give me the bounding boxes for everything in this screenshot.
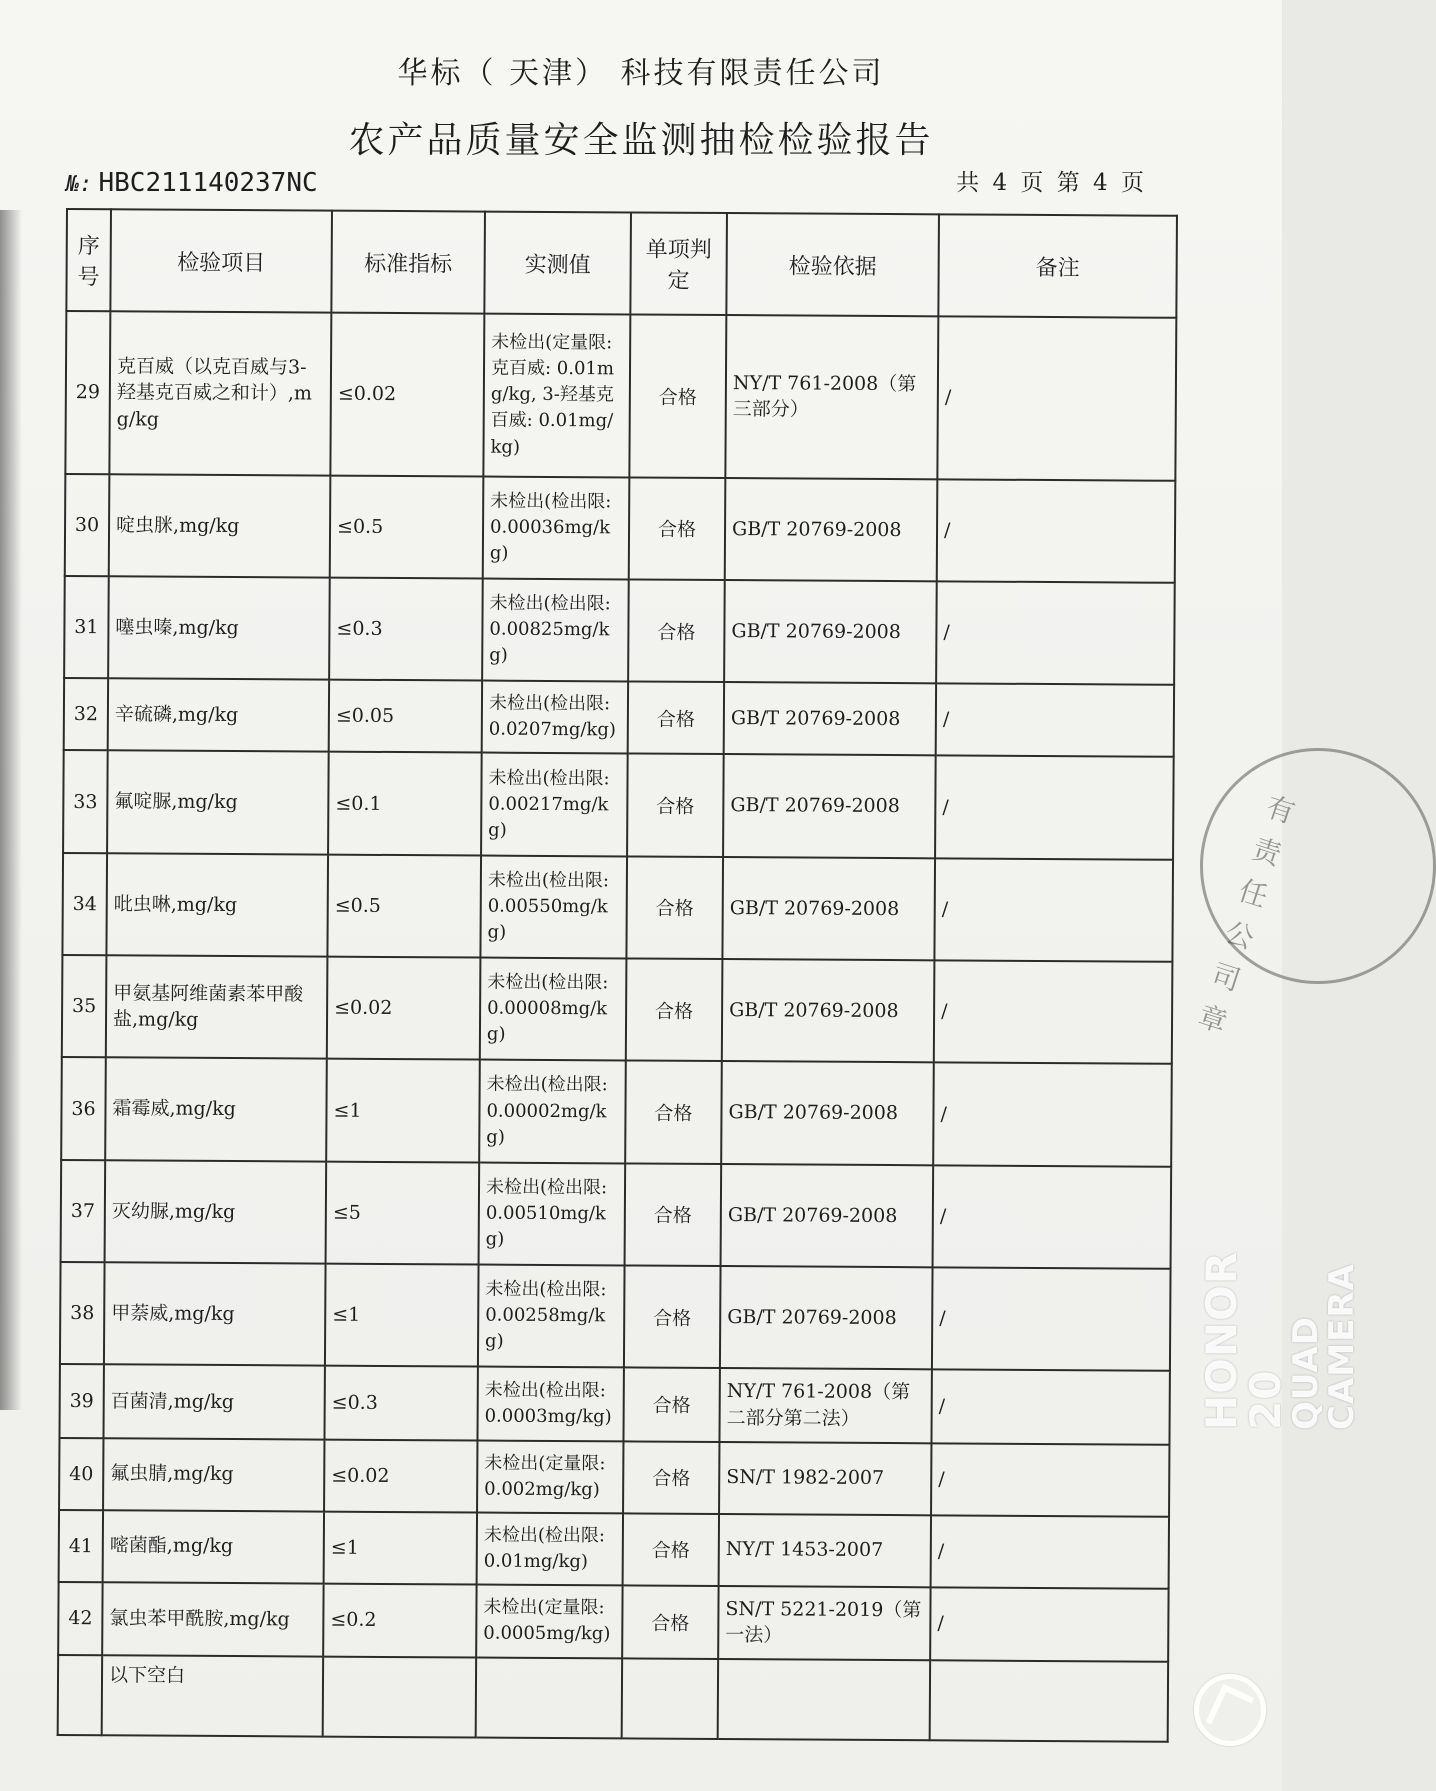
row-seq: 42 [58, 1582, 102, 1656]
row-seq: 39 [59, 1364, 103, 1437]
row-remark: / [930, 1587, 1168, 1662]
camera-watermark [1197, 1250, 1362, 1430]
table-row [61, 1160, 1172, 1269]
row-standard: ≤1 [326, 1059, 480, 1162]
row-item: 啶虫脒,mg/kg [109, 474, 331, 578]
row-item: 灭幼脲,mg/kg [105, 1160, 327, 1264]
row-basis: SN/T 1982-2007 [719, 1442, 931, 1515]
row-item: 吡虫啉,mg/kg [106, 853, 328, 957]
row-seq: 40 [59, 1438, 103, 1510]
row-judgement: 合格 [623, 1513, 719, 1586]
table-row [63, 750, 1174, 859]
row-item: 百菌清,mg/kg [103, 1365, 324, 1440]
page-info: 共 4 页 第 4 页 [956, 170, 1147, 196]
row-item: 嘧菌酯,mg/kg [103, 1510, 324, 1583]
row-measured: 未检出(检出限: 0.00217mg/kg) [481, 753, 628, 856]
row-remark: / [933, 1165, 1172, 1269]
table-row [65, 311, 1176, 481]
table-row [64, 678, 1174, 757]
row-item: 氟啶脲,mg/kg [107, 751, 329, 855]
table-row [59, 1364, 1169, 1444]
table-row [65, 474, 1176, 583]
row-standard: ≤0.1 [328, 752, 482, 855]
blank-cell [476, 1658, 622, 1739]
row-standard: ≤0.02 [324, 1439, 477, 1512]
row-seq: 38 [60, 1262, 105, 1365]
row-remark: / [934, 960, 1173, 1064]
row-standard: ≤0.3 [324, 1366, 477, 1440]
row-basis: GB/T 20769-2008 [724, 580, 937, 684]
row-basis: GB/T 20769-2008 [722, 959, 935, 1063]
row-remark: / [934, 858, 1173, 962]
row-standard: ≤0.2 [323, 1583, 476, 1657]
row-judgement: 合格 [625, 1163, 722, 1266]
table-body [58, 311, 1177, 1742]
row-item: 甲氨基阿维菌素苯甲酸盐,mg/kg [106, 955, 328, 1059]
row-measured: 未检出(检出限: 0.00008mg/kg) [480, 958, 627, 1061]
row-item: 克百威（以克百威与3-羟基克百威之和计）,mg/kg [109, 311, 331, 475]
row-basis: GB/T 20769-2008 [725, 478, 938, 582]
table-row [59, 1438, 1169, 1517]
table-row [59, 1510, 1169, 1589]
row-remark: / [937, 316, 1176, 480]
row-judgement: 合格 [628, 682, 724, 755]
row-seq: 31 [64, 576, 109, 679]
row-remark: / [936, 581, 1175, 685]
col-header-judgement: 单项判定 [630, 212, 727, 315]
row-measured: 未检出(检出限: 0.0003mg/kg) [477, 1367, 623, 1441]
row-judgement: 合格 [624, 1265, 721, 1368]
row-standard: ≤1 [324, 1511, 477, 1584]
row-judgement: 合格 [622, 1585, 718, 1659]
row-basis: GB/T 20769-2008 [721, 1164, 934, 1268]
row-measured: 未检出(检出限: 0.00036mg/kg) [483, 476, 630, 579]
row-measured: 未检出(定量限: 0.002mg/kg) [477, 1440, 623, 1513]
row-standard: ≤0.3 [329, 578, 483, 681]
row-seq: 34 [62, 853, 107, 956]
row-basis: GB/T 20769-2008 [720, 1266, 933, 1370]
row-remark: / [931, 1443, 1169, 1517]
row-measured: 未检出(检出限: 0.00002mg/kg) [479, 1060, 626, 1163]
row-seq: 30 [65, 474, 110, 577]
row-basis: SN/T 5221-2019（第一法） [718, 1586, 930, 1661]
row-seq: 36 [61, 1057, 106, 1160]
row-seq: 35 [62, 955, 107, 1058]
row-item: 噻虫嗪,mg/kg [108, 576, 330, 680]
table-row [58, 1582, 1168, 1662]
row-measured: 未检出(定量限: 克百威: 0.01mg/kg, 3-羟基克百威: 0.01mg/kg) [483, 314, 630, 478]
row-judgement: 合格 [628, 580, 725, 683]
row-standard: ≤0.5 [327, 854, 481, 957]
row-basis: NY/T 1453-2007 [719, 1514, 931, 1587]
row-judgement: 合格 [627, 754, 724, 857]
blank-cell [930, 1660, 1168, 1741]
table-row [64, 576, 1175, 685]
table-row [60, 1262, 1171, 1371]
row-basis: NY/T 761-2008（第二部分第二法） [719, 1368, 931, 1443]
col-header-measured: 实测值 [484, 212, 631, 315]
row-seq: 33 [63, 750, 108, 853]
row-measured: 未检出(检出限: 0.00825mg/kg) [482, 579, 629, 682]
report-title: 农产品质量安全监测抽检检验报告 [348, 120, 934, 161]
row-standard: ≤0.02 [330, 313, 484, 477]
blank-cell [622, 1658, 718, 1739]
row-judgement: 合格 [626, 959, 723, 1062]
row-item: 氟虫腈,mg/kg [103, 1438, 324, 1511]
row-item: 辛硫磷,mg/kg [108, 679, 329, 752]
row-item: 氯虫苯甲酰胺,mg/kg [102, 1582, 323, 1657]
col-header-seq: 序号 [66, 209, 111, 311]
watermark-model: HONOR 20 [1197, 1250, 1290, 1430]
row-judgement: 合格 [623, 1441, 719, 1514]
row-remark: / [931, 1370, 1169, 1445]
row-basis: GB/T 20769-2008 [723, 755, 936, 859]
col-header-basis: 检验依据 [726, 213, 939, 316]
row-remark: / [932, 1267, 1171, 1371]
report-number [66, 168, 318, 198]
row-standard: ≤0.05 [329, 680, 482, 753]
blank-note: 以下空白 [102, 1655, 323, 1736]
row-seq: 32 [64, 678, 108, 750]
row-remark: / [935, 756, 1174, 860]
row-measured: 未检出(检出限: 0.00258mg/kg) [478, 1265, 625, 1368]
row-remark: / [931, 1515, 1169, 1589]
row-remark: / [937, 479, 1176, 583]
row-basis: GB/T 20769-2008 [724, 682, 936, 755]
col-header-standard: 标准指标 [331, 211, 485, 314]
blank-cell [323, 1657, 476, 1738]
blank-cell [58, 1655, 102, 1735]
row-measured: 未检出(定量限: 0.0005mg/kg) [476, 1584, 622, 1658]
watermark-camera: QUAD CAMERA [1286, 1263, 1362, 1430]
row-remark: / [936, 684, 1174, 758]
row-item: 甲萘威,mg/kg [104, 1262, 326, 1366]
row-judgement: 合格 [625, 1061, 722, 1164]
row-measured: 未检出(检出限: 0.00550mg/kg) [480, 855, 627, 958]
row-remark: / [933, 1063, 1172, 1167]
row-measured: 未检出(检出限: 0.00510mg/kg) [479, 1162, 626, 1265]
table-row [62, 955, 1173, 1064]
row-item: 霜霉威,mg/kg [105, 1058, 327, 1162]
inspection-table [57, 208, 1178, 1743]
row-judgement: 合格 [626, 856, 723, 959]
row-standard: ≤0.02 [327, 957, 481, 1060]
table-row [61, 1057, 1172, 1166]
row-seq: 29 [65, 311, 110, 474]
blank-cell [718, 1659, 930, 1740]
row-measured: 未检出(检出限: 0.01mg/kg) [477, 1512, 623, 1585]
row-measured: 未检出(检出限: 0.0207mg/kg) [482, 681, 628, 754]
camera-logo-icon [1194, 1674, 1266, 1746]
row-seq: 41 [59, 1510, 103, 1582]
seal-text: 有责任公司 章 [1194, 790, 1299, 1040]
page-edge-shadow [0, 210, 22, 1410]
report-number-label: №: [66, 172, 93, 197]
row-judgement: 合格 [629, 314, 726, 477]
row-standard: ≤5 [326, 1161, 480, 1264]
table-row-blank [58, 1655, 1168, 1742]
row-standard: ≤1 [325, 1264, 479, 1367]
col-header-item: 检验项目 [110, 209, 332, 312]
row-judgement: 合格 [623, 1368, 719, 1442]
table-header-row [66, 209, 1177, 318]
table-row [62, 853, 1173, 962]
row-seq: 37 [61, 1160, 106, 1263]
company-name: 华标（ 天津） 科技有限责任公司 [397, 56, 885, 91]
row-judgement: 合格 [629, 477, 726, 580]
row-standard: ≤0.5 [330, 475, 484, 578]
row-basis: GB/T 20769-2008 [721, 1061, 934, 1165]
row-basis: GB/T 20769-2008 [722, 857, 935, 961]
report-number-value: HBC211140237NC [98, 168, 318, 198]
row-basis: NY/T 761-2008（第三部分） [725, 315, 938, 479]
col-header-remarks: 备注 [938, 214, 1177, 317]
